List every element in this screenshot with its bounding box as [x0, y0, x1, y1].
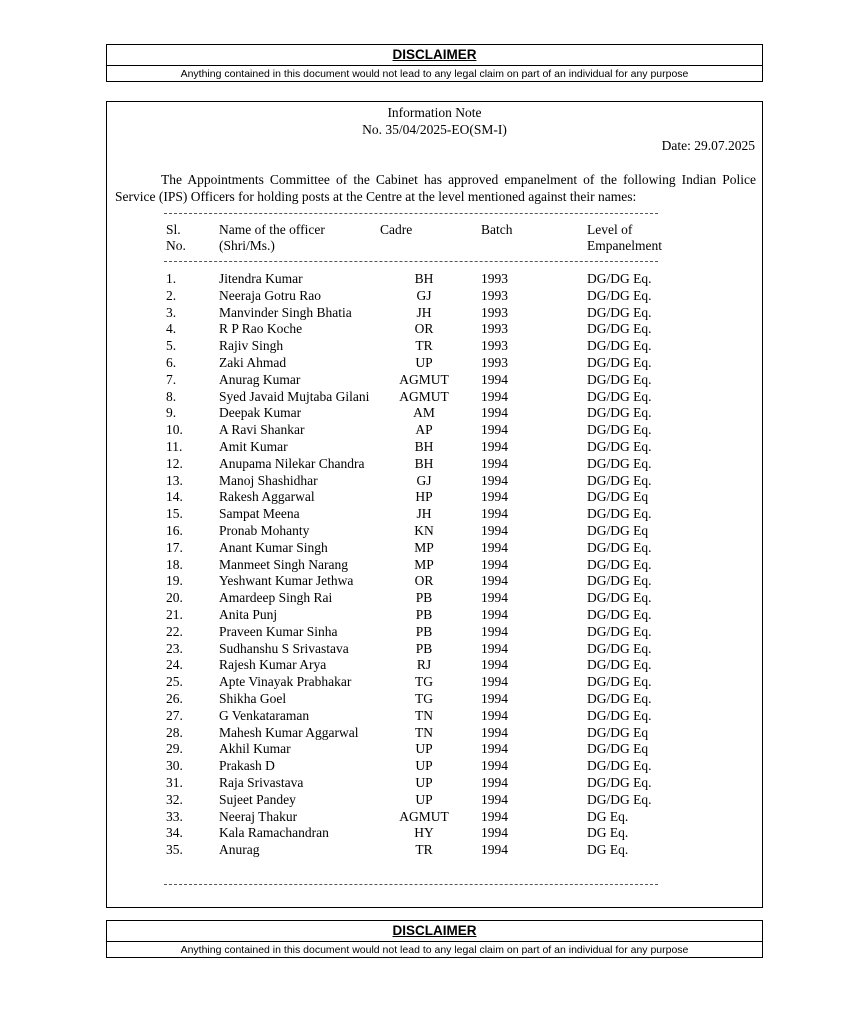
officer-batch: 1994	[481, 741, 508, 757]
disclaimer-top	[106, 44, 763, 82]
row-number: 12.	[166, 455, 183, 471]
officer-cadre: UP	[415, 741, 433, 757]
empanelment-level: DG/DG Eq.	[587, 539, 652, 555]
officer-cadre: TR	[415, 842, 433, 858]
row-number: 23.	[166, 640, 183, 656]
row-number: 32.	[166, 791, 183, 807]
table-row	[107, 775, 762, 792]
officer-name: Sudhanshu S Srivastava	[219, 640, 349, 656]
officer-batch: 1994	[481, 825, 508, 841]
officer-batch: 1994	[481, 842, 508, 858]
table-row	[107, 624, 762, 641]
officer-name: Mahesh Kumar Aggarwal	[219, 724, 359, 740]
header-sl-line1: Sl.	[166, 222, 181, 237]
empanelment-level: DG/DG Eq.	[587, 338, 652, 354]
empanelment-level: DG/DG Eq.	[587, 657, 652, 673]
information-note	[106, 101, 763, 908]
empanelment-level: DG/DG Eq.	[587, 287, 652, 303]
empanelment-level: DG/DG Eq.	[587, 355, 652, 370]
row-number: 1.	[166, 271, 177, 286]
empanelment-level: DG Eq.	[587, 808, 629, 824]
officer-cadre: AM	[413, 405, 435, 421]
table-row	[107, 725, 762, 742]
empanelment-level: DG/DG Eq.	[587, 422, 652, 438]
empanelment-level: DG/DG Eq.	[587, 405, 652, 421]
table-row	[107, 607, 762, 624]
officer-name: Sujeet Pandey	[219, 791, 296, 807]
empanelment-level: DG/DG Eq.	[587, 472, 652, 488]
table-row	[107, 456, 762, 473]
table-row	[107, 809, 762, 826]
empanelment-level: DG/DG Eq.	[587, 556, 652, 572]
officer-batch: 1994	[481, 489, 508, 505]
header-name	[219, 222, 325, 253]
officer-cadre: UP	[415, 758, 433, 774]
note-date: Date: 29.07.2025	[661, 138, 755, 153]
officer-batch: 1993	[481, 287, 508, 303]
officer-cadre: TN	[415, 724, 433, 740]
officer-cadre: OR	[414, 321, 434, 337]
row-number: 19.	[166, 573, 183, 589]
officer-name: Rajiv Singh	[219, 338, 284, 354]
empanelment-level: DG/DG Eq.	[587, 371, 652, 387]
row-number: 33.	[166, 808, 183, 824]
officer-name: Syed Javaid Mujtaba Gilani	[219, 388, 370, 404]
officer-cadre: MP	[414, 539, 434, 555]
officer-batch: 1994	[481, 455, 508, 471]
row-number: 25.	[166, 674, 183, 690]
row-number: 29.	[166, 741, 183, 757]
header-cadre: Cadre	[380, 222, 413, 237]
table-row	[107, 473, 762, 490]
empanelment-level: DG/DG Eq.	[587, 623, 652, 639]
officer-batch: 1994	[481, 556, 508, 572]
table-row	[107, 641, 762, 658]
empanelment-level: DG/DG Eq.	[587, 640, 652, 656]
officer-cadre: UP	[415, 775, 433, 790]
table-row	[107, 321, 762, 338]
empanelment-level: DG/DG Eq.	[587, 775, 652, 790]
table-row	[107, 708, 762, 725]
header-name-line2: (Shri/Ms.)	[219, 237, 275, 253]
row-number: 31.	[166, 775, 183, 790]
table-row	[107, 338, 762, 355]
table-row	[107, 691, 762, 708]
row-number: 15.	[166, 506, 183, 522]
table-row	[107, 405, 762, 422]
table-row	[107, 573, 762, 590]
table-row	[107, 674, 762, 691]
row-number: 5.	[166, 338, 177, 354]
disclaimer-text: Anything contained in this document would not lead to any legal claim on part of an individual for any purpose	[180, 944, 689, 956]
empanelment-level: DG/DG Eq.	[587, 506, 652, 522]
row-number: 2.	[166, 287, 177, 303]
officer-name: Anurag Kumar	[219, 371, 301, 387]
table-row	[107, 489, 762, 506]
officer-cadre: TR	[415, 338, 433, 354]
officer-batch: 1994	[481, 539, 508, 555]
row-number: 13.	[166, 472, 183, 488]
header-level-line2: Empanelment	[587, 237, 662, 253]
officer-batch: 1994	[481, 691, 508, 706]
officer-batch: 1994	[481, 388, 508, 404]
officer-name: Anupama Nilekar Chandra	[219, 455, 365, 471]
officer-cadre: TN	[415, 707, 433, 723]
table-row	[107, 758, 762, 775]
officer-cadre: PB	[415, 640, 433, 656]
row-number: 27.	[166, 707, 183, 723]
empanelment-level: DG/DG Eq.	[587, 271, 652, 286]
row-number: 28.	[166, 724, 183, 740]
officer-batch: 1994	[481, 371, 508, 387]
row-number: 14.	[166, 489, 183, 505]
officer-batch: 1994	[481, 405, 508, 421]
empanelment-level: DG/DG Eq.	[587, 573, 652, 589]
officer-cadre: BH	[414, 455, 434, 471]
officer-cadre: GJ	[416, 472, 432, 488]
officer-name: Manvinder Singh Bhatia	[219, 304, 352, 320]
row-number: 35.	[166, 842, 183, 858]
table-row	[107, 741, 762, 758]
officer-batch: 1994	[481, 758, 508, 774]
row-number: 6.	[166, 355, 177, 370]
officer-batch: 1994	[481, 775, 508, 790]
officer-name: Praveen Kumar Sinha	[219, 623, 338, 639]
officer-cadre: UP	[415, 791, 433, 807]
officer-batch: 1994	[481, 506, 508, 522]
officer-batch: 1994	[481, 439, 508, 454]
header-name-line1: Name of the officer	[219, 222, 325, 237]
officer-name: Manoj Shashidhar	[219, 472, 318, 488]
row-number: 8.	[166, 388, 177, 404]
disclaimer-text: Anything contained in this document would not lead to any legal claim on part of an individual for any purpose	[180, 68, 689, 80]
officer-cadre: PB	[415, 623, 433, 639]
header-level	[587, 222, 662, 253]
officer-name: Neeraj Thakur	[219, 808, 298, 824]
row-number: 11.	[166, 439, 183, 454]
officer-name: G Venkataraman	[219, 707, 310, 723]
table-row	[107, 372, 762, 389]
officer-name: Manmeet Singh Narang	[219, 556, 348, 572]
row-number: 18.	[166, 556, 183, 572]
disclaimer-bottom	[106, 920, 763, 958]
row-number: 26.	[166, 691, 183, 706]
officer-cadre: GJ	[416, 287, 432, 303]
empanelment-level: DG/DG Eq.	[587, 758, 652, 774]
row-number: 34.	[166, 825, 183, 841]
row-number: 21.	[166, 607, 183, 622]
officer-name: Raja Srivastava	[219, 775, 304, 790]
table-row	[107, 506, 762, 523]
empanelment-level: DG/DG Eq.	[587, 304, 652, 320]
officer-name: Apte Vinayak Prabhakar	[219, 674, 352, 690]
officer-batch: 1994	[481, 657, 508, 673]
officer-name: Zaki Ahmad	[219, 355, 287, 370]
officer-batch: 1993	[481, 304, 508, 320]
header-level-line1: Level of	[587, 222, 633, 237]
officer-cadre: MP	[414, 556, 434, 572]
table-row	[107, 657, 762, 674]
header-batch: Batch	[481, 222, 513, 237]
empanelment-level: DG/DG Eq.	[587, 321, 652, 337]
officer-batch: 1994	[481, 472, 508, 488]
empanelment-level: DG/DG Eq	[587, 489, 649, 505]
note-heading: Information Note	[387, 105, 482, 120]
officer-batch: 1993	[481, 271, 508, 286]
officer-cadre: PB	[415, 590, 433, 606]
officer-name: Neeraja Gotru Rao	[219, 287, 321, 303]
officer-batch: 1994	[481, 590, 508, 606]
officer-batch: 1994	[481, 523, 508, 538]
disclaimer-title: DISCLAIMER	[107, 45, 762, 66]
row-number: 30.	[166, 758, 183, 774]
row-number: 10.	[166, 422, 183, 438]
row-number: 9.	[166, 405, 177, 421]
note-number: No. 35/04/2025-EO(SM-I)	[362, 122, 507, 137]
officer-name: Amardeep Singh Rai	[219, 590, 333, 606]
empanelment-level: DG Eq.	[587, 842, 629, 858]
row-number: 24.	[166, 657, 183, 673]
table-row	[107, 590, 762, 607]
row-number: 3.	[166, 304, 177, 320]
officer-name: Jitendra Kumar	[219, 271, 303, 286]
empanelment-level: DG/DG Eq.	[587, 590, 652, 606]
officer-cadre: AP	[415, 422, 433, 438]
officer-name: Kala Ramachandran	[219, 825, 329, 841]
officer-batch: 1994	[481, 724, 508, 740]
row-number: 20.	[166, 590, 183, 606]
empanelment-level: DG/DG Eq.	[587, 791, 652, 807]
officer-cadre: PB	[415, 607, 433, 622]
disclaimer-title: DISCLAIMER	[107, 921, 762, 942]
officer-name: Rajesh Kumar Arya	[219, 657, 327, 673]
empanelment-level: DG/DG Eq.	[587, 674, 652, 690]
table-row	[107, 439, 762, 456]
officer-name: Anita Punj	[219, 607, 278, 622]
empanelment-level: DG/DG Eq	[587, 523, 649, 538]
officer-name: Anant Kumar Singh	[219, 539, 328, 555]
officer-name: Pronab Mohanty	[219, 523, 310, 538]
divider-top	[164, 213, 658, 214]
officer-name: R P Rao Koche	[219, 321, 303, 337]
officer-batch: 1994	[481, 707, 508, 723]
empanelment-level: DG/DG Eq.	[587, 691, 652, 706]
table-row	[107, 389, 762, 406]
table-row	[107, 422, 762, 439]
table-row	[107, 305, 762, 322]
table-row	[107, 792, 762, 809]
officer-cadre: JH	[416, 506, 432, 522]
officer-cadre: HP	[415, 489, 433, 505]
officer-name: Yeshwant Kumar Jethwa	[219, 573, 354, 589]
note-paragraph-text: The Appointments Committee of the Cabinet has approved empanelment of the following Indian Police Service (IPS) Officers for holding posts at the Centre at the level mentioned against their names:	[115, 172, 756, 204]
officer-cadre: BH	[414, 439, 434, 454]
officer-batch: 1993	[481, 321, 508, 337]
empanelment-level: DG/DG Eq	[587, 724, 649, 740]
officer-name: Rakesh Aggarwal	[219, 489, 315, 505]
officer-name: Prakash D	[219, 758, 275, 774]
officer-cadre: UP	[415, 355, 433, 370]
empanelment-level: DG Eq.	[587, 825, 629, 841]
officer-name: Deepak Kumar	[219, 405, 302, 421]
empanelment-level: DG/DG Eq.	[587, 439, 652, 454]
table-row	[107, 557, 762, 574]
officer-cadre: BH	[414, 271, 434, 286]
empanelment-level: DG/DG Eq	[587, 741, 649, 757]
officer-batch: 1994	[481, 808, 508, 824]
officer-name: Shikha Goel	[219, 691, 287, 706]
officer-batch: 1994	[481, 607, 508, 622]
divider-header	[164, 261, 658, 262]
row-number: 16.	[166, 523, 183, 538]
officer-batch: 1994	[481, 791, 508, 807]
officer-cadre: AGMUT	[399, 371, 449, 387]
table-row	[107, 825, 762, 842]
empanelment-level: DG/DG Eq.	[587, 388, 652, 404]
officer-name: A Ravi Shankar	[219, 422, 305, 438]
officer-name: Akhil Kumar	[219, 741, 291, 757]
officer-cadre: AGMUT	[399, 388, 449, 404]
empanelment-level: DG/DG Eq.	[587, 707, 652, 723]
officer-batch: 1994	[481, 623, 508, 639]
table-row	[107, 288, 762, 305]
empanelment-level: DG/DG Eq.	[587, 607, 652, 622]
row-number: 17.	[166, 539, 183, 555]
officer-cadre: OR	[414, 573, 434, 589]
officer-cadre: KN	[414, 523, 434, 538]
note-paragraph	[115, 171, 756, 205]
officer-name: Sampat Meena	[219, 506, 300, 522]
row-number: 7.	[166, 371, 177, 387]
officer-name: Anurag	[219, 842, 260, 858]
officer-name: Amit Kumar	[219, 439, 288, 454]
officer-cadre: TG	[415, 674, 433, 690]
officer-cadre: TG	[415, 691, 433, 706]
table-row	[107, 540, 762, 557]
officer-batch: 1994	[481, 640, 508, 656]
officer-batch: 1994	[481, 674, 508, 690]
officer-cadre: HY	[414, 825, 434, 841]
officer-batch: 1993	[481, 338, 508, 354]
empanelment-level: DG/DG Eq.	[587, 455, 652, 471]
officer-cadre: AGMUT	[399, 808, 449, 824]
divider-bottom	[164, 884, 658, 885]
officer-cadre: RJ	[416, 657, 432, 673]
row-number: 22.	[166, 623, 183, 639]
table-row	[107, 355, 762, 372]
row-number: 4.	[166, 321, 177, 337]
header-sl	[166, 222, 186, 253]
table-row	[107, 271, 762, 288]
officer-batch: 1993	[481, 355, 508, 370]
officer-batch: 1994	[481, 573, 508, 589]
officer-batch: 1994	[481, 422, 508, 438]
header-sl-line2: No.	[166, 237, 186, 253]
table-row	[107, 523, 762, 540]
table-row	[107, 842, 762, 859]
officer-cadre: JH	[416, 304, 432, 320]
